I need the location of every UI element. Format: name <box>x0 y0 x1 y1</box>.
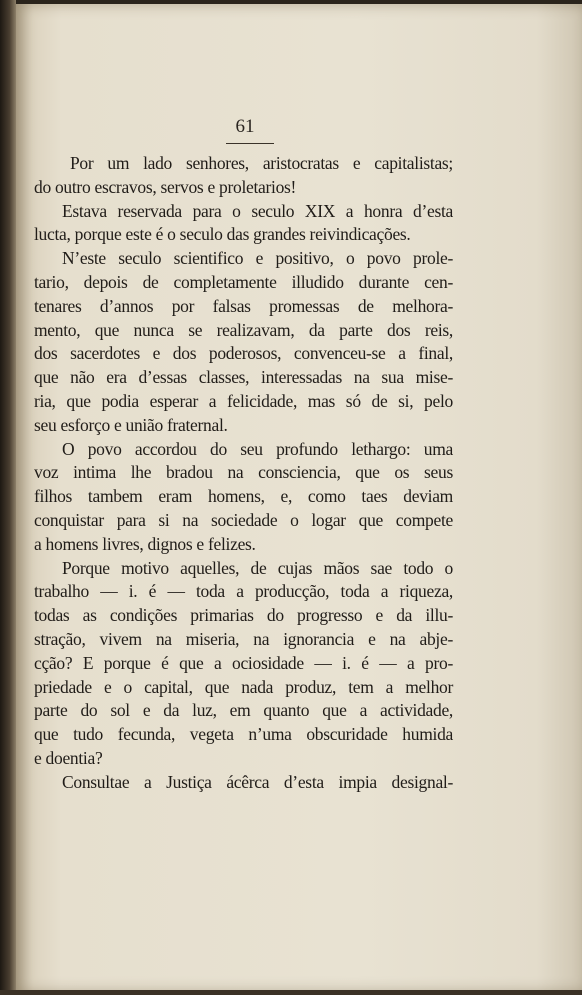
text-line: que não era d’essas classes, interessadas na sua mise- <box>34 367 453 388</box>
text-line: O povo accordou do seu profundo lethargo: uma <box>62 438 453 459</box>
text-line: stração, vivem na miseria, na ignorancia e na abje- <box>34 628 453 649</box>
text-line: todas as condições primarias do progresso e da illu- <box>34 605 453 626</box>
page-bottom-edge <box>0 990 582 995</box>
text-line: tenares d’annos por falsas promessas de melhora- <box>34 295 453 316</box>
text-line: priedade e o capital, que nada produz, tem a melhor <box>34 676 453 697</box>
book-spine-shadow <box>0 0 16 995</box>
text-line: N’este seculo scientifico e positivo, o povo prole- <box>62 248 453 269</box>
text-line: parte do sol e da luz, em quanto que a actividade, <box>34 700 453 721</box>
page-number: 61 <box>235 116 255 137</box>
text-line: lucta, porque este é o seculo das grandes reivindicações. <box>34 224 411 245</box>
text-line: filhos tambem eram homens, e, como taes deviam <box>34 486 453 507</box>
text-line: dos sacerdotes e dos poderosos, convenceu-se a final, <box>34 343 453 364</box>
text-line: e doentia? <box>34 747 103 768</box>
text-line: conquistar para si na sociedade o logar que compete <box>34 509 453 530</box>
text-line: seu esforço e união fraternal. <box>34 414 228 435</box>
text-line: trabalho — i. é — toda a producção, toda a riqueza, <box>34 581 453 602</box>
text-line: cção? E porque é que a ociosidade — i. é — a pro- <box>34 652 453 673</box>
text-line: Por um lado senhores, aristocratas e capitalistas; <box>70 153 453 173</box>
text-line: ria, que podia esperar a felicidade, mas só de si, pelo <box>34 390 453 411</box>
body-text <box>34 152 453 795</box>
text-line: voz intima lhe bradou na consciencia, que os seus <box>34 462 453 483</box>
text-line: que tudo fecunda, vegeta n’uma obscuridade humida <box>34 724 453 745</box>
text-line: do outro escravos, servos e proletarios! <box>34 176 297 197</box>
text-line: Porque motivo aquelles, de cujas mãos sae todo o <box>62 557 453 578</box>
text-line: a homens livres, dignos e felizes. <box>34 533 256 554</box>
text-line: Consultae a Justiça ácêrca d’esta impia designal- <box>62 771 453 792</box>
header-rule <box>226 143 274 144</box>
text-line: mento, que nunca se realizavam, da parte dos reis, <box>34 319 453 340</box>
text-line: Estava reservada para o seculo XIX a honra d’esta <box>62 200 453 221</box>
text-line: tario, depois de completamente illudido durante cen- <box>34 271 453 292</box>
